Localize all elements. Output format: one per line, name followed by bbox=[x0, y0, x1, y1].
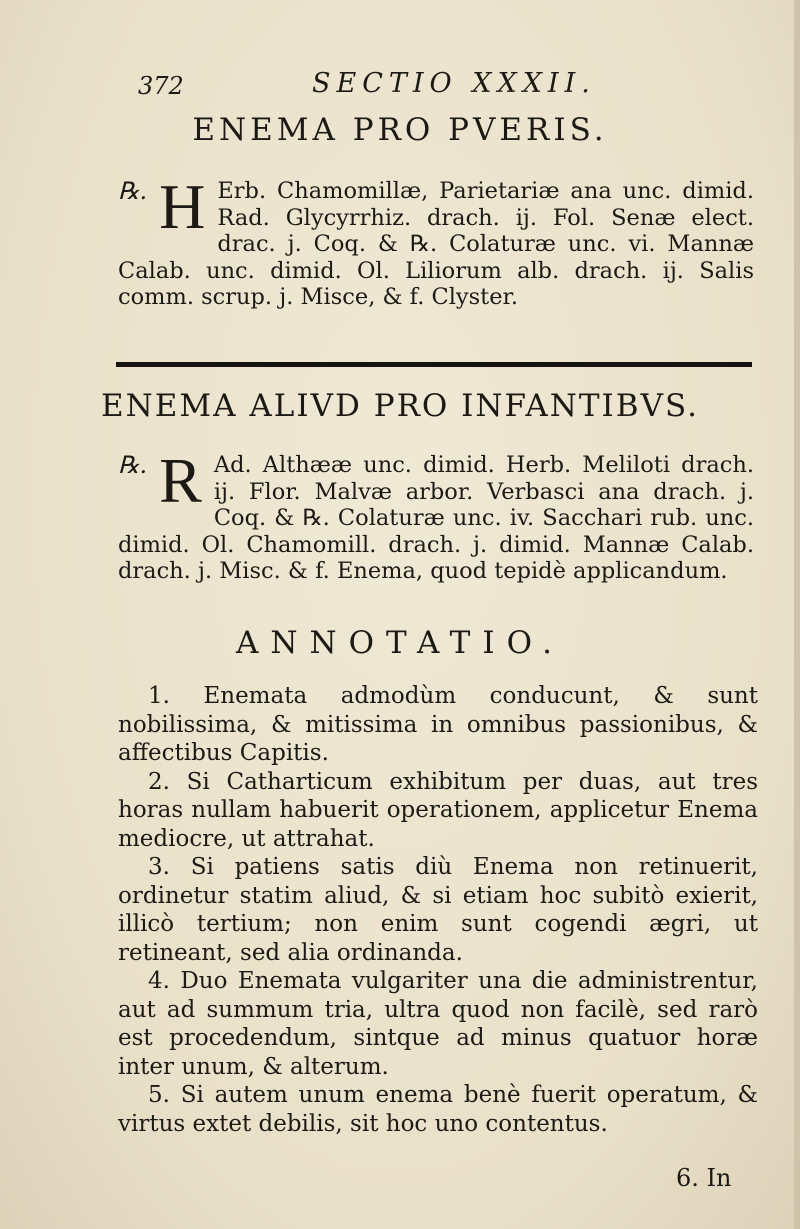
annotatio-heading: ANNOTATIO. bbox=[235, 625, 565, 661]
page-edge bbox=[794, 0, 800, 1229]
running-head: SECTIO XXXII. bbox=[312, 68, 596, 99]
annotation-list bbox=[118, 682, 758, 1138]
recipe-paragraph-2 bbox=[118, 445, 754, 585]
page-number: 372 bbox=[138, 72, 184, 100]
catchword: 6. In bbox=[676, 1164, 732, 1192]
annotation-item: 2. Si Catharticum exhibitum per duas, aut tres horas nullam habuerit operationem, applicetur Enema mediocre, ut attrahat. bbox=[118, 768, 758, 852]
section-title-enema-infantibus: ENEMA ALIVD PRO INFANTIBVS. bbox=[101, 388, 699, 424]
annotation-item: 3. Si patiens satis diù Enema non retinuerit, ordinetur statim aliud, & si etiam hoc subitò exierit, illicò tertium; non enim sunt cogendi ægri, ut retineant, sed alia ordinanda. bbox=[118, 854, 758, 966]
page-header bbox=[0, 60, 800, 100]
recipe-text: Ad. Althææ unc. dimid. Herb. Meliloti drach. ij. Flor. Malvæ arbor. Verbasci ana drach. j. Coq. & ℞. Colaturæ unc. iv. Sacchari rub. unc. dimid. Ol. Chamomill. drach. j. dimid. Mannæ Calab. drach. j. Misc. & f. Enema, quod tepidè applicandum. bbox=[118, 452, 754, 584]
recipe-symbol: ℞. bbox=[118, 177, 148, 205]
annotation-item: 1. Enemata admodùm conducunt, & sunt nobilissima, & mitissima in omnibus passionibus, & affectibus Capitis. bbox=[118, 683, 758, 766]
recipe-text: Erb. Chamomillæ, Parietariæ ana unc. dimid. Rad. Glycyrrhiz. drach. ij. Fol. Senæ elect. drac. j. Coq. & ℞. Colaturæ unc. vi. Mannæ Calab. unc. dimid. Ol. Liliorum alb. drach. ij. Salis comm. scrup. j. Misce, & f. Clyster. bbox=[118, 178, 754, 310]
recipe-symbol: ℞. bbox=[118, 451, 148, 479]
drop-cap: H bbox=[159, 171, 206, 242]
section-divider bbox=[116, 362, 752, 367]
section-title-enema-pueris: ENEMA PRO PVERIS. bbox=[192, 112, 608, 148]
drop-cap: R bbox=[159, 445, 202, 516]
recipe-paragraph-1 bbox=[118, 171, 754, 311]
annotation-item: 5. Si autem unum enema benè fuerit operatum, & virtus extet debilis, sit hoc uno contentus. bbox=[118, 1082, 758, 1137]
annotation-item: 4. Duo Enemata vulgariter una die administrentur, aut ad summum tria, ultra quod non facilè, sed rarò est procedendum, sintque ad minus quatuor horæ inter unum, & alterum. bbox=[118, 968, 758, 1080]
